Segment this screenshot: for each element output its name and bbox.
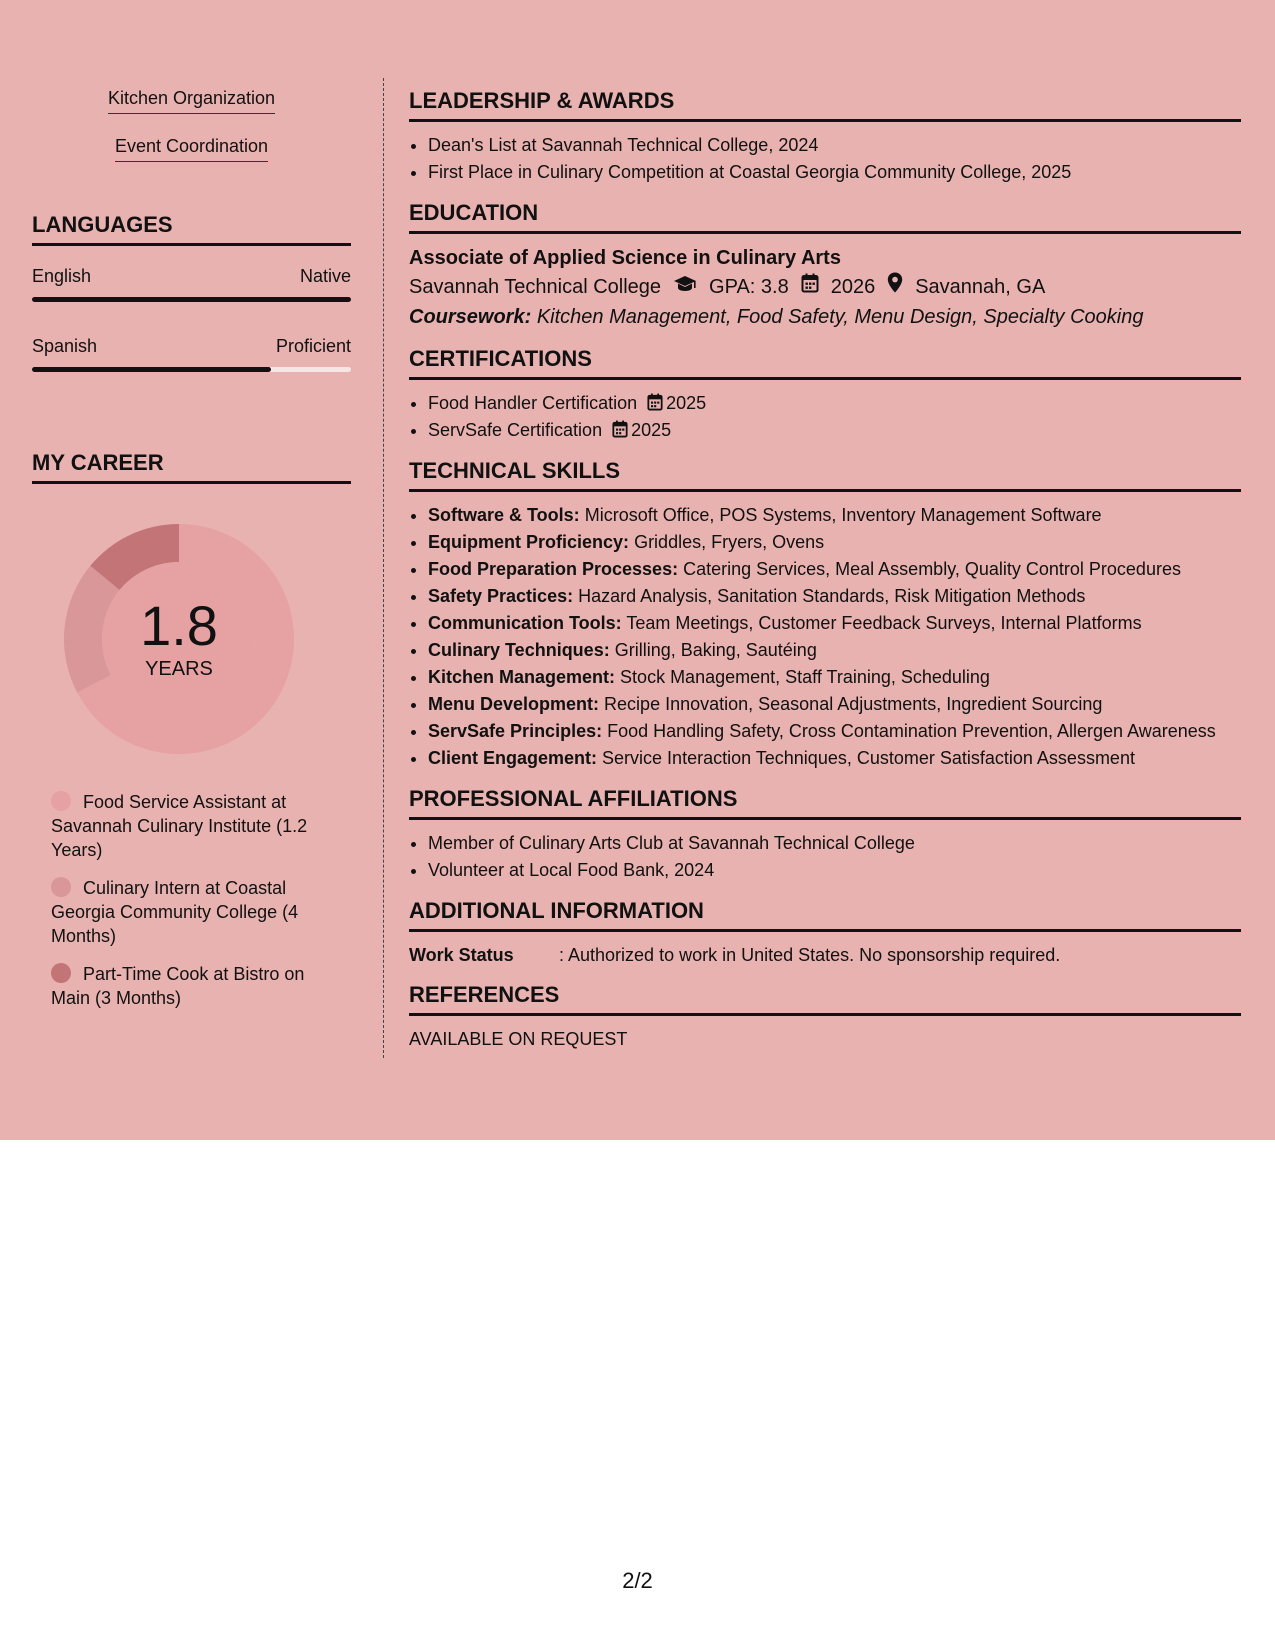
education-details: [409, 272, 1241, 302]
graduation-year: 2026: [830, 276, 876, 298]
list-item: • First Place in Culinary Competition at Coastal Georgia Community College, 2025: [428, 159, 1241, 186]
legend-label: Culinary Intern at Coastal Georgia Community College (4 Months): [51, 878, 299, 946]
list-item: • Dean's List at Savannah Technical College, 2024: [428, 132, 1241, 159]
references-heading: REFERENCES: [409, 982, 1241, 1016]
location-pin-icon: [887, 272, 903, 302]
skill-label: Equipment Proficiency:: [428, 532, 630, 552]
legend-label: Part-Time Cook at Bistro on Main (3 Months): [51, 964, 305, 1008]
skill-value: Food Handling Safety, Cross Contamination Prevention, Allergen Awareness: [607, 721, 1216, 741]
skill-label: ServSafe Principles:: [428, 721, 603, 741]
career-donut-chart: [64, 524, 294, 754]
graduation-cap-icon: [673, 272, 697, 302]
skill-item: [428, 556, 1241, 583]
skill-item: [428, 691, 1241, 718]
skill-label: Software & Tools:: [428, 505, 580, 525]
skill-label: Kitchen Management:: [428, 667, 616, 687]
additional-info-section: [409, 898, 1241, 968]
certification-item: [428, 417, 1241, 444]
calendar-icon: [647, 393, 666, 413]
certification-year: 2025: [666, 393, 707, 413]
legend-label: Food Service Assistant at Savannah Culinary Institute (1.2 Years): [51, 792, 308, 860]
leadership-section: [409, 88, 1241, 186]
language-bar: [32, 297, 351, 302]
additional-info-heading: ADDITIONAL INFORMATION: [409, 898, 1241, 932]
skill-item: [428, 664, 1241, 691]
certification-name: ServSafe Certification: [428, 420, 603, 440]
skill-label: Food Preparation Processes:: [428, 559, 679, 579]
skill-tag: Event Coordination: [115, 136, 268, 162]
main-column: [409, 88, 1241, 1066]
legend-item: [51, 962, 336, 1010]
skill-label: Client Engagement:: [428, 748, 598, 768]
language-row: [32, 266, 351, 287]
leadership-heading: LEADERSHIP & AWARDS: [409, 88, 1241, 122]
technical-skills-list: [409, 502, 1241, 772]
skill-item: [428, 637, 1241, 664]
skill-value: Recipe Innovation, Seasonal Adjustments, Ingredient Sourcing: [604, 694, 1103, 714]
language-bar-fill: [32, 297, 351, 302]
language-level: Native: [299, 266, 351, 286]
affiliations-heading: PROFESSIONAL AFFILIATIONS: [409, 786, 1241, 820]
calendar-icon: [612, 420, 631, 440]
career-center: [64, 524, 294, 754]
page-number: 2/2: [622, 1568, 653, 1593]
list-item: • Volunteer at Local Food Bank, 2024: [428, 857, 1241, 884]
skill-value: Stock Management, Staff Training, Scheduling: [620, 667, 990, 687]
languages-list: [32, 266, 351, 372]
affiliations-section: [409, 786, 1241, 884]
gpa: GPA: 3.8: [709, 276, 789, 298]
career-total-years: 1.8: [140, 593, 218, 657]
coursework: [409, 302, 1241, 332]
skill-tag: Kitchen Organization: [108, 88, 275, 114]
skill-label: Menu Development:: [428, 694, 600, 714]
career-heading: MY CAREER: [32, 450, 351, 484]
coursework-label: Coursework:: [409, 306, 532, 328]
language-name: Spanish: [32, 336, 98, 356]
skill-value: Hazard Analysis, Sanitation Standards, Risk Mitigation Methods: [578, 586, 1086, 606]
skill-label: Culinary Techniques:: [428, 640, 610, 660]
references-section: [409, 982, 1241, 1052]
sidebar: [32, 78, 351, 1024]
skill-value: Service Interaction Techniques, Customer Satisfaction Assessment: [602, 748, 1135, 768]
school-location: Savannah, GA: [915, 276, 1046, 298]
certification-name: Food Handler Certification: [428, 393, 638, 413]
skill-item: [428, 583, 1241, 610]
coursework-list: Kitchen Management, Food Safety, Menu Design, Specialty Cooking: [536, 306, 1144, 328]
degree-title: Associate of Applied Science in Culinary Arts: [409, 247, 841, 269]
certifications-heading: CERTIFICATIONS: [409, 346, 1241, 380]
work-status-value: : Authorized to work in United States. No sponsorship required.: [559, 945, 1061, 965]
list-item: • Member of Culinary Arts Club at Savannah Technical College: [428, 830, 1241, 857]
technical-skills-section: [409, 458, 1241, 772]
work-status-label: Work Status: [409, 945, 514, 965]
legend-item: [51, 790, 336, 862]
skill-item: [428, 610, 1241, 637]
language-name: English: [32, 266, 92, 286]
skill-item: [428, 718, 1241, 745]
language-level: Proficient: [275, 336, 351, 356]
skill-label: Communication Tools:: [428, 613, 622, 633]
skill-value: Microsoft Office, POS Systems, Inventory Management Software: [584, 505, 1102, 525]
skill-value: Team Meetings, Customer Feedback Surveys, Internal Platforms: [626, 613, 1142, 633]
career-legend: [51, 790, 336, 1010]
legend-dot: [51, 877, 71, 897]
skill-value: Catering Services, Meal Assembly, Quality Control Procedures: [683, 559, 1181, 579]
work-status-row: [409, 942, 1241, 968]
languages-heading: LANGUAGES: [32, 212, 351, 246]
calendar-icon: [801, 272, 819, 302]
skill-label: Safety Practices:: [428, 586, 574, 606]
language-row: [32, 336, 351, 357]
certification-year: 2025: [631, 420, 672, 440]
skill-value: Grilling, Baking, Sautéing: [614, 640, 817, 660]
education-section: [409, 200, 1241, 332]
technical-skills-heading: TECHNICAL SKILLS: [409, 458, 1241, 492]
references-text: AVAILABLE ON REQUEST: [409, 1029, 628, 1049]
school-name: Savannah Technical College: [409, 276, 662, 298]
certifications-section: [409, 346, 1241, 444]
skill-item: [428, 745, 1241, 772]
skill-item: [428, 529, 1241, 556]
skill-tags: [32, 78, 351, 172]
language-bar: [32, 367, 351, 372]
education-heading: EDUCATION: [409, 200, 1241, 234]
skill-item: [428, 502, 1241, 529]
legend-dot: [51, 963, 71, 983]
career-unit: YEARS: [145, 657, 213, 680]
column-divider: [383, 78, 384, 1058]
language-bar-fill: [32, 367, 271, 372]
legend-item: [51, 876, 336, 948]
legend-dot: [51, 791, 71, 811]
skill-value: Griddles, Fryers, Ovens: [634, 532, 825, 552]
certification-item: [428, 390, 1241, 417]
